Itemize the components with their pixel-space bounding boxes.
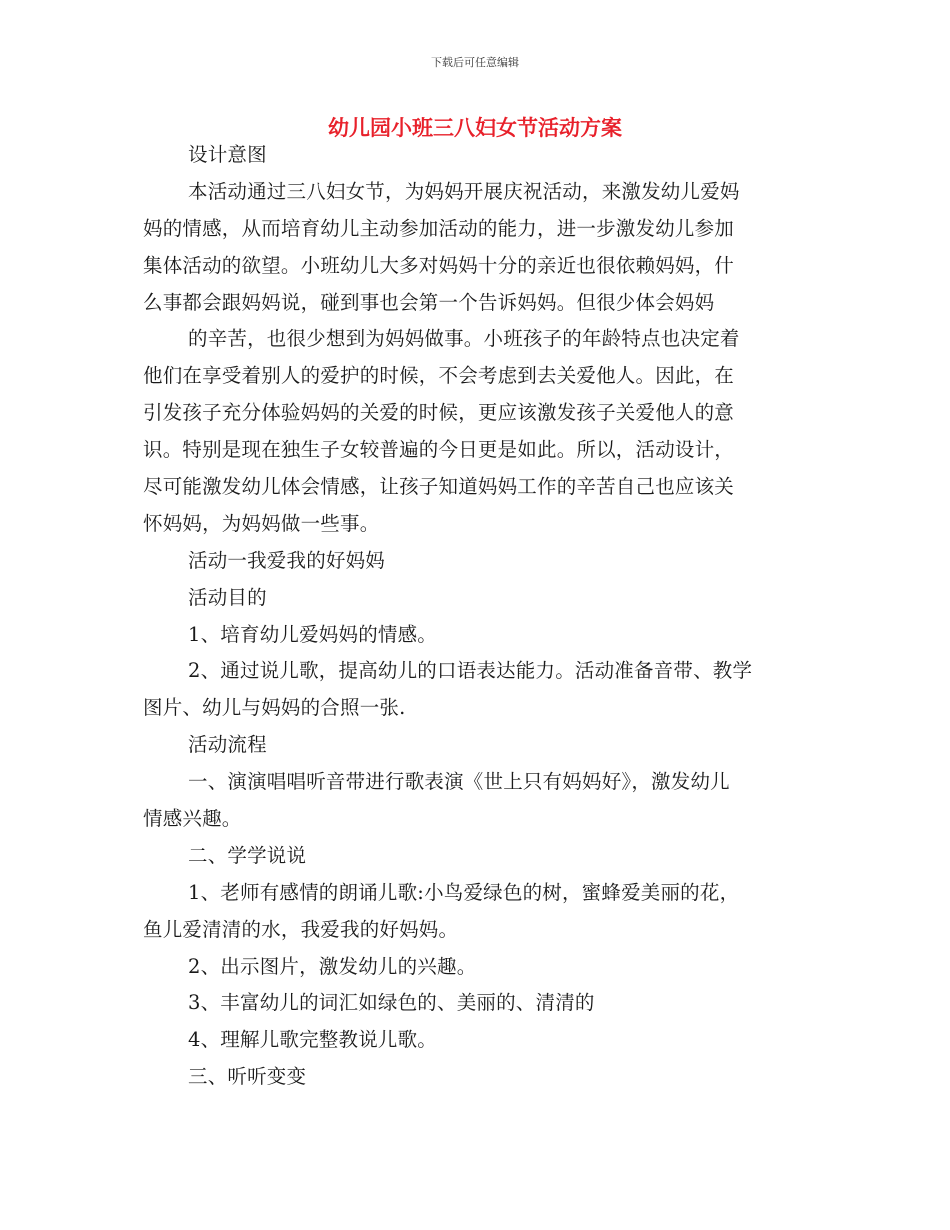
body-line: 图片、幼儿与妈妈的合照一张. [143, 696, 406, 720]
page-header-note: 下载后可任意编辑 [431, 56, 519, 69]
body-line: 的辛苦，也很少想到为妈妈做事。小班孩子的年龄特点也决定着 [188, 327, 740, 351]
body-line: 二、学学说说 [188, 843, 307, 867]
body-line: 1、培育幼儿爱妈妈的情感。 [188, 622, 438, 646]
body-line: 三、听听变变 [188, 1065, 307, 1089]
document-body [143, 137, 811, 1096]
body-line: 2、通过说儿歌，提高幼儿的口语表达能力。活动准备音带、教学 [188, 659, 753, 683]
body-line: 1、老师有感情的朗诵儿歌:小鸟爱绿色的树，蜜蜂爱美丽的花， [188, 880, 740, 904]
body-line: 么事都会跟妈妈说，碰到事也会第一个告诉妈妈。但很少体会妈妈 [143, 290, 715, 314]
body-line: 鱼儿爱清清的水，我爱我的好妈妈。 [143, 917, 459, 941]
body-line: 识。特别是现在独生子女较普遍的今日更是如此。所以，活动设计， [143, 438, 735, 462]
body-line: 活动流程 [188, 733, 267, 757]
body-line: 活动目的 [188, 585, 267, 609]
body-line: 尽可能激发幼儿体会情感，让孩子知道妈妈工作的辛苦自己也应该关 [143, 475, 735, 499]
body-line: 怀妈妈，为妈妈做一些事。 [143, 511, 380, 535]
body-line: 集体活动的欲望。小班幼儿大多对妈妈十分的亲近也很依赖妈妈，什 [143, 253, 735, 277]
body-line: 引发孩子充分体验妈妈的关爱的时候，更应该激发孩子关爱他人的意 [143, 401, 735, 425]
body-line: 活动一我爱我的好妈妈 [188, 548, 386, 572]
body-line: 设计意图 [188, 143, 267, 166]
body-line: 4、理解儿歌完整教说儿歌。 [188, 1028, 438, 1052]
document-title: 幼儿园小班三八妇女节活动方案 [328, 116, 622, 140]
body-line: 本活动通过三八妇女节，为妈妈开展庆祝活动，来激发幼儿爱妈 [188, 179, 740, 203]
body-line: 他们在享受着别人的爱护的时候，不会考虑到去关爱他人。因此，在 [143, 364, 735, 388]
body-line: 妈的情感，从而培育幼儿主动参加活动的能力，进一步激发幼儿参加 [143, 216, 735, 240]
body-line: 情感兴趣。 [143, 807, 242, 831]
body-line: 一、演演唱唱听音带进行歌表演《世上只有妈妈好》，激发幼儿 [188, 770, 730, 794]
body-line: 3、丰富幼儿的词汇如绿色的、美丽的、清清的 [188, 991, 595, 1015]
body-line: 2、出示图片，激发幼儿的兴趣。 [188, 954, 477, 978]
